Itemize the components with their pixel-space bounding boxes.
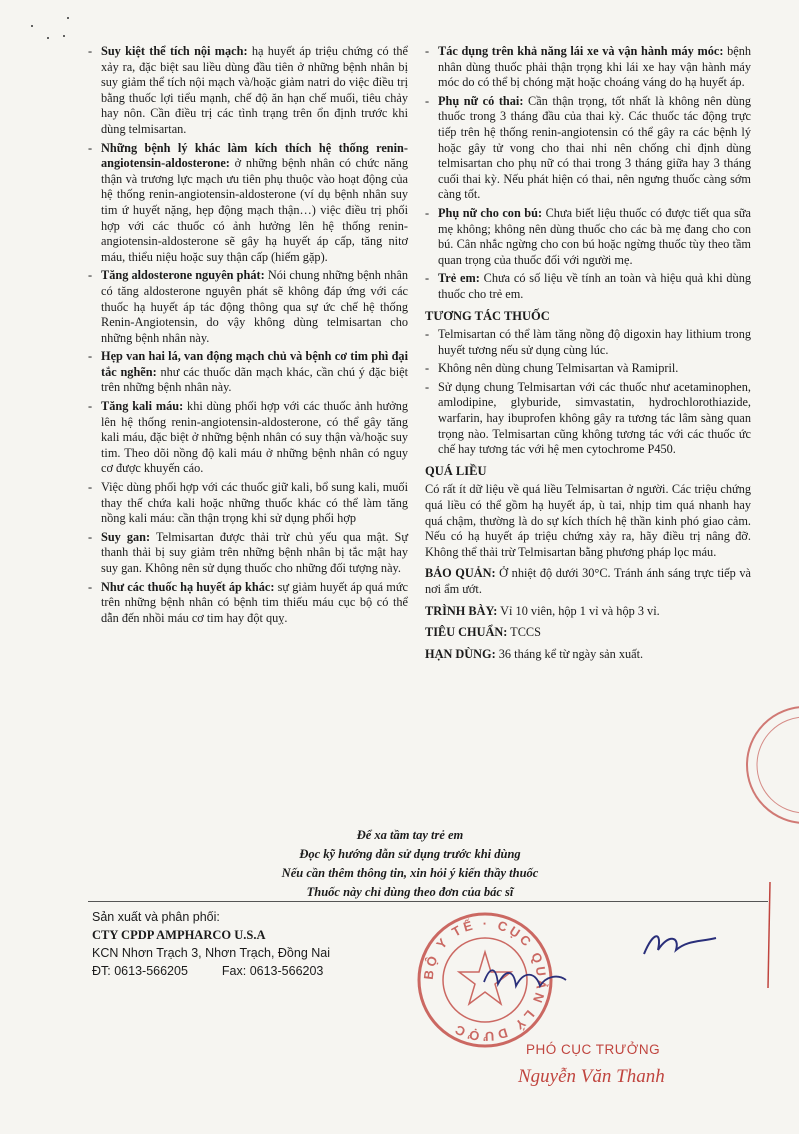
interactions-heading: TƯƠNG TÁC THUỐC (425, 308, 550, 323)
notice-line: Để xa tầm tay trẻ em (356, 828, 464, 842)
expiry-info: HẠN DÙNG: 36 tháng kể từ ngày sản xuất. (425, 646, 644, 661)
overdose-text: Có rất ít dữ liệu về quá liều Telmisartan ở người. Các triệu chứng quá liều có thể gồm hạ huyết áp, ù tai, nhịp tim quá nhanh hay quá chậm, thường là do sự kích thích hệ thần kinh phó giao cảm. Nếu có hạ huyết áp triệu chứng xảy ra, hãy điều trị nâng đỡ. Không thể thải trừ Telmisartan bằng phương pháp lọc máu. (425, 482, 751, 559)
list-item: - Không nên dùng chung Telmisartan và Ramipril. (425, 361, 751, 377)
left-column (88, 44, 408, 629)
deputy-title: PHÓ CỤC TRƯỞNG (526, 1042, 661, 1057)
signature-icon (640, 920, 720, 970)
divider (88, 901, 768, 902)
manufacturer-block (92, 908, 330, 980)
fax-number: Fax: 0613-566203 (221, 964, 324, 978)
deputy-name: Nguyễn Văn Thanh (518, 1066, 665, 1087)
list-item: - Phụ nữ có thai: Cần thận trọng, tốt nhất là không nên dùng thuốc trong 3 tháng đầu của thai kỳ. Các thuốc tác động trực tiếp trên hệ thống renin-angiotensin có thể gây ra các bệnh lý hoặc gây tử vong cho thai nhi nên chống chỉ định dùng telmisartan cho phụ nữ có thai trong 3 tháng giữa hay 3 tháng cuối thai kỳ. Nếu phát hiện có thai, nên ngưng thuốc càng sớm càng tốt. (425, 94, 751, 203)
notice-line: Thuốc này chỉ dùng theo đơn của bác sĩ (306, 885, 514, 899)
packaging-info: TRÌNH BÀY: Vỉ 10 viên, hộp 1 vỉ và hộp 3 vỉ. (425, 603, 660, 618)
list-item: - Phụ nữ cho con bú: Chưa biết liệu thuốc có được tiết qua sữa mẹ không; không nên dùng thuốc cho các bà mẹ đang cho con bú. Cân nhắc ngừng cho con bú hoặc ngừng thuốc tùy theo tầm quan trọng của thuốc đối với người mẹ. (425, 206, 751, 268)
corner-marks (28, 14, 88, 44)
notice-line: Nếu cần thêm thông tin, xin hỏi ý kiến thầy thuốc (281, 866, 539, 880)
list-item: - Suy kiệt thể tích nội mạch: hạ huyết áp triệu chứng có thể xảy ra, đặc biệt sau liều dùng đầu tiên ở những bệnh nhân bị suy giảm thể tích nội mạch và/hoặc giảm natri do việc điều trị bằng thuốc lợi tiểu mạnh, chế độ ăn hạn chế muối, tiêu chảy hay nôn. Cần điều trị các tình trạng trên ổn định trước khi dùng telmisartan. (88, 44, 408, 138)
overdose-heading: QUÁ LIỀU (425, 463, 487, 478)
contact-row (92, 962, 330, 980)
list-item: - Telmisartan có thể làm tăng nồng độ digoxin hay lithium trong huyết tương nếu sử dụng cùng lúc. (425, 327, 751, 358)
red-pen-mark (762, 880, 774, 990)
phone-number: ĐT: 0613-566205 (92, 964, 188, 978)
list-item: - Trẻ em: Chưa có số liệu về tính an toàn và hiệu quả khi dùng thuốc cho trẻ em. (425, 271, 751, 302)
signature-icon (480, 960, 570, 1000)
list-item: - Sử dụng chung Telmisartan với các thuốc như acetaminophen, amlodipine, glyburide, simvastatin, hydrochlorothiazide, warfarin, hay ibuprofen không gây ra tương tác lâm sàng quan trọng nào. Telmisartan cũng không tương tác với các thuốc ức chế hay tương tác với hệ men cytochrome P450. (425, 380, 751, 458)
list-item: - Tác dụng trên khả năng lái xe và vận hành máy móc: bệnh nhân dùng thuốc phải thận trọng khi lái xe hay vận hành máy móc do có thể bị chóng mặt hoặc choáng váng do hạ huyết áp. (425, 44, 751, 91)
standard-info: TIÊU CHUẨN: TCCS (425, 625, 541, 640)
list-item: - Việc dùng phối hợp với các thuốc giữ kali, bổ sung kali, muối thay thế chứa kali hoặc những thuốc khác có thể làm tăng nồng kali máu: cần thận trọng khi sử dụng phối hợp (88, 480, 408, 527)
list-item: - Tăng kali máu: khi dùng phối hợp với các thuốc ảnh hưởng lên hệ thống renin-angiotensin-aldosterone, có thể gây tăng kali máu, đặc biệt ở những bệnh nhân có suy thận và/hoặc suy tim. Theo dõi nồng độ kali máu ở những bệnh nhân có nguy cơ được khuyến cáo. (88, 399, 408, 477)
list-item: - Những bệnh lý khác làm kích thích hệ thống renin-angiotensin-aldosterone: ở những bệnh nhân có chức năng thận và trương lực mạch ưu tiên phụ thuộc vào hoạt động của hệ thống renin-angiotensin-aldosterone (ví dụ bệnh nhân suy tim ứ huyết nặng, hẹp động mạch thận…) việc điều trị phối hợp với các thuốc có ảnh hưởng lên hệ thống renin-angiotensin-aldosterone sẽ gây hạ huyết áp cấp, tăng nitơ máu, thiểu niệu hoặc suy thận cấp (hiếm gặp). (88, 141, 408, 266)
list-item: - Như các thuốc hạ huyết áp khác: sự giảm huyết áp quá mức trên những bệnh nhân có bệnh tim thiếu máu cục bộ có thể dẫn đến nhồi máu cơ tim hay đột quỵ. (88, 580, 408, 627)
company-name: CTY CPDP AMPHARCO U.S.A (92, 928, 266, 942)
right-column (425, 44, 751, 668)
list-item: - Hẹp van hai lá, van động mạch chủ và bệnh cơ tim phì đại tắc nghẽn: như các thuốc dãn mạch khác, cần chú ý đặc biệt trên những bệnh nhân này. (88, 349, 408, 396)
list-item: - Suy gan: Telmisartan được thải trừ chủ yếu qua mật. Sự thanh thải bị suy giảm trên những bệnh nhân bị tắc mật hay suy gan. Không nên sử dụng thuốc cho những đối tượng này. (88, 530, 408, 577)
notices (200, 826, 620, 902)
list-item: - Tăng aldosterone nguyên phát: Nói chung những bệnh nhân có tăng aldosterone nguyên phát sẽ không đáp ứng với các thuốc hạ huyết áp tác động thông qua sự ức chế hệ thống Renin-Angiotensin, do vậy không dùng telmisartan cho những bệnh nhân này. (88, 268, 408, 346)
notice-line: Đọc kỹ hướng dẫn sử dụng trước khi dùng (299, 847, 521, 861)
manufacturer-label: Sản xuất và phân phối: (92, 910, 220, 924)
partial-stamp-icon (735, 700, 799, 830)
company-address: KCN Nhơn Trạch 3, Nhơn Trạch, Đồng Nai (92, 946, 331, 960)
stamp-text: BỘ Y TẾ · CỤC QUẢN LÝ DƯỢC (420, 915, 550, 1045)
storage-info: BẢO QUẢN: Ở nhiệt độ dưới 30°C. Tránh ánh sáng trực tiếp và nơi ẩm ướt. (425, 566, 751, 596)
